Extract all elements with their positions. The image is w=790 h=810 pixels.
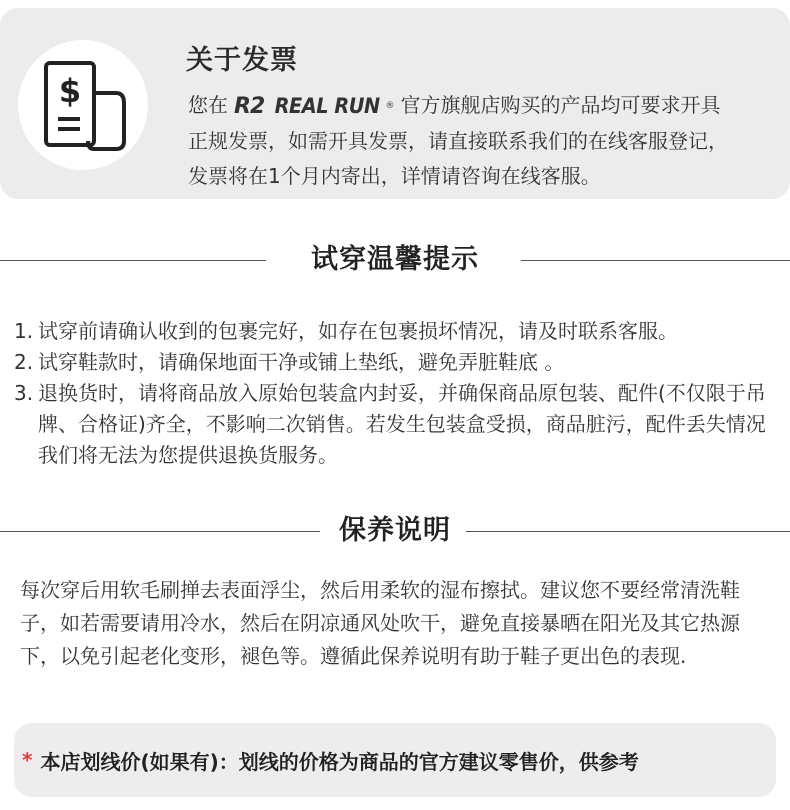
asterisk-icon: * — [22, 748, 33, 772]
invoice-text-before-brand: 您在 — [188, 93, 228, 117]
brand-name: REAL RUN — [274, 94, 380, 118]
brand-mark: R2 — [234, 94, 265, 119]
care-heading-row — [0, 511, 790, 551]
list-item-text: 试穿鞋款时，请确保地面干净或铺上垫纸，避免弄脏鞋底 。 — [38, 350, 565, 374]
invoice-text-after-brand: 官方旗舰店购买的产品均可要求开具 — [400, 93, 721, 117]
svg-text:$: $ — [58, 72, 82, 110]
list-item-number: 1. — [14, 319, 34, 343]
tips-heading-row — [0, 240, 790, 280]
list-item — [14, 316, 774, 347]
brand-reg: ® — [385, 101, 395, 111]
brand-logo — [234, 89, 395, 124]
invoice-line-2: 正规发票，如需开具发票，请直接联系我们的在线客服登记， — [188, 129, 728, 153]
invoice-card — [0, 8, 790, 199]
list-item — [14, 347, 774, 378]
list-item — [14, 378, 774, 471]
invoice-line-1 — [188, 88, 788, 124]
care-heading: 保养说明 — [0, 511, 790, 551]
tips-heading: 试穿温馨提示 — [0, 240, 790, 280]
price-note-text: 本店划线价(如果有)：划线的价格为商品的官方建议零售价，供参考 — [40, 749, 639, 774]
price-note-bar — [14, 723, 776, 797]
receipt-dollar-icon — [38, 55, 128, 155]
invoice-line-3: 发票将在1个月内寄出，详情请咨询在线客服。 — [188, 164, 601, 188]
list-item-text: 退换货时，请将商品放入原始包装盒内封妥，并确保商品原包装、配件(不仅限于吊牌、合格证)齐全，不影响二次销售。若发生包装盒受损，商品脏污，配件丢失情况我们将无法为您提供退换货服务。 — [38, 381, 766, 467]
list-item-number: 3. — [14, 381, 34, 405]
invoice-body — [188, 88, 788, 194]
invoice-title: 关于发票 — [186, 45, 298, 76]
list-item-text: 试穿前请确认收到的包裹完好，如存在包裹损坏情况，请及时联系客服。 — [38, 319, 678, 343]
tips-list — [14, 316, 774, 471]
invoice-icon-badge — [18, 40, 148, 170]
care-text: 每次穿后用软毛刷掸去表面浮尘，然后用柔软的湿布擦拭。建议您不要经常清洗鞋子，如若需要请用冷水，然后在阴凉通风处吹干，避免直接暴晒在阳光及其它热源下，以免引起老化变形，褪色等。遵循此保养说明有助于鞋子更出色的表现. — [20, 578, 740, 668]
list-item-number: 2. — [14, 350, 34, 374]
